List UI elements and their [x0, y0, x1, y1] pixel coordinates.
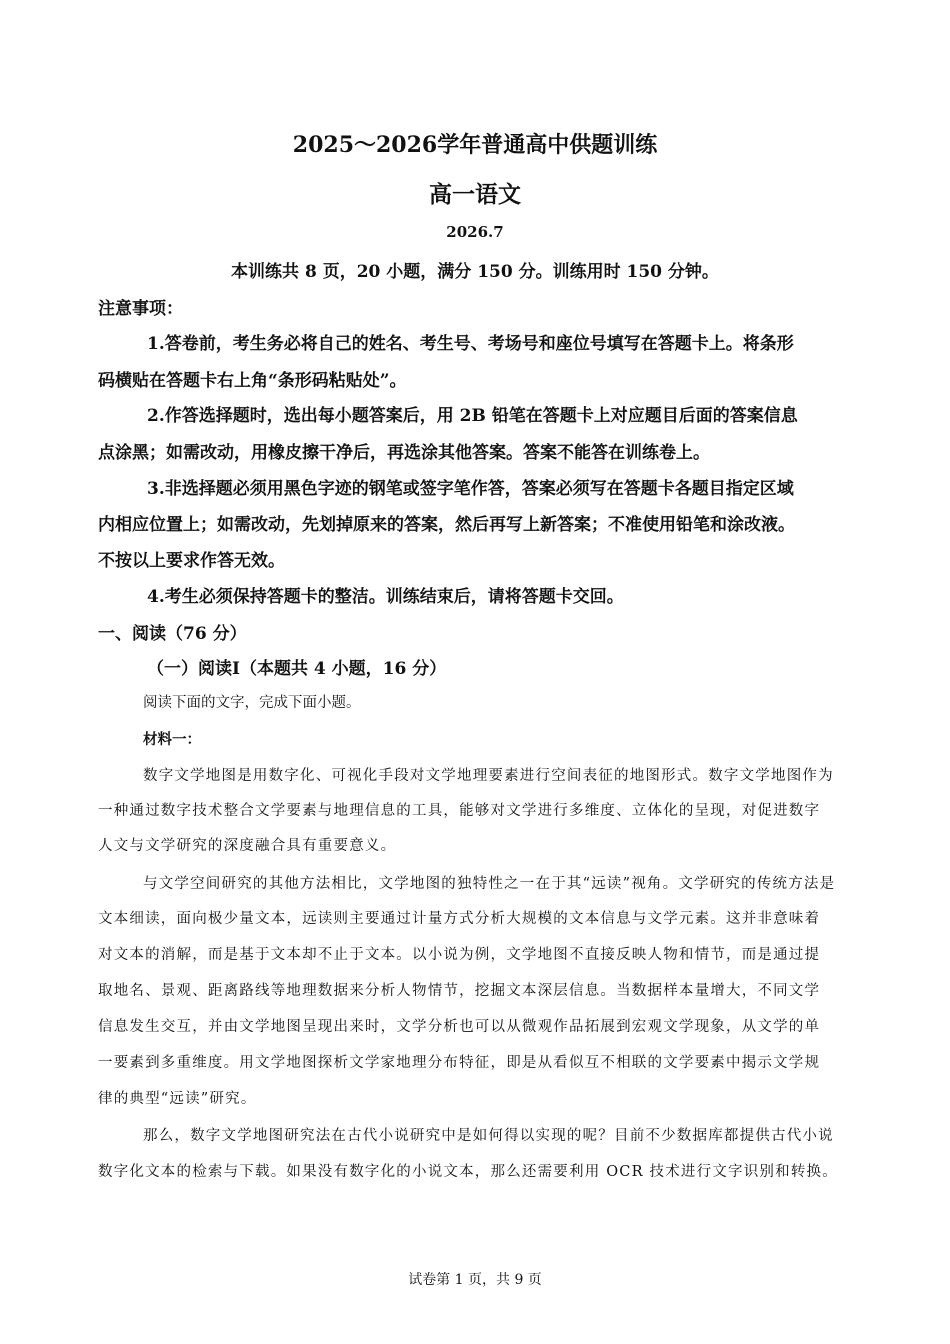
notes-heading: 注意事项：: [98, 299, 183, 319]
note-line: 内相应位置上；如需改动，先划掉原来的答案，然后再写上新答案；不准使用铅笔和涂改液。: [98, 515, 795, 535]
passage-line: 文本细读，面向极少量文本，远读则主要通过计量方式分析大规模的文本信息与文学元素。这并非意味着: [98, 911, 821, 927]
passage-line: 数字文学地图是用数字化、可视化手段对文学地理要素进行空间表征的地图形式。数字文学地图作为: [143, 768, 834, 784]
subsection-heading: （一）阅读I（本题共 4 小题，16 分）: [147, 659, 447, 679]
page-footer: 试卷第 1 页，共 9 页: [408, 1272, 542, 1288]
note-line: 码横贴在答题卡右上角“条形码粘贴处”。: [98, 371, 407, 391]
note-line: 2.作答选择题时，选出每小题答案后，用 2B 铅笔在答题卡上对应题目后面的答案信息: [147, 406, 798, 426]
subject-title: 高一语文: [429, 181, 521, 208]
passage-line: 对文本的消解，而是基于文本却不止于文本。以小说为例，文学地图不直接反映人物和情节，而是通过提: [98, 947, 821, 963]
passage-line: 一种通过数字技术整合文学要素与地理信息的工具，能够对文学进行多维度、立体化的呈现，对促进数字: [98, 803, 821, 819]
reading-instruction: 阅读下面的文字，完成下面小题。: [143, 695, 361, 711]
section-heading: 一、阅读（76 分）: [98, 624, 247, 644]
note-line: 3.非选择题必须用黑色字迹的钢笔或签字笔作答，答案必须写在答题卡各题目指定区域: [147, 479, 794, 499]
passage-line: 信息发生交互，并由文学地图呈现出来时，文学分析也可以从微观作品拓展到宏观文学现象，从文学的单: [98, 1019, 821, 1035]
passage-line: 那么，数字文学地图研究法在古代小说研究中是如何得以实现的呢？目前不少数据库都提供古代小说: [143, 1128, 834, 1144]
passage-line: 人文与文学研究的深度融合具有重要意义。: [98, 838, 397, 854]
exam-title: 2025～2026学年普通高中供题训练: [292, 132, 658, 158]
passage-line: 数字化文本的检索与下载。如果没有数字化的小说文本，那么还需要利用 OCR 技术进行文字识别和转换。: [98, 1164, 838, 1180]
passage-line: 取地名、景观、距离路线等地理数据来分析人物情节，挖掘文本深层信息。当数据样本量增大，不同文学: [98, 983, 821, 999]
passage-line: 律的典型“远读”研究。: [98, 1091, 257, 1107]
passage-line: 与文学空间研究的其他方法相比，文学地图的独特性之一在于其“远读”视角。文学研究的传统方法是: [143, 876, 836, 892]
exam-summary: 本训练共 8 页，20 小题，满分 150 分。训练用时 150 分钟。: [231, 262, 719, 282]
note-line: 4.考生必须保持答题卡的整洁。训练结束后，请将答题卡交回。: [147, 587, 624, 607]
material-label: 材料一：: [143, 731, 201, 748]
note-line: 不按以上要求作答无效。: [98, 551, 285, 571]
passage-line: 一要素到多重维度。用文学地图探析文学家地理分布特征，即是从看似互不相联的文学要素中揭示文学规: [98, 1055, 821, 1071]
exam-date: 2026.7: [446, 223, 504, 241]
note-line: 1.答卷前，考生务必将自己的姓名、考生号、考场号和座位号填写在答题卡上。将条形: [147, 334, 794, 354]
note-line: 点涂黑；如需改动，用橡皮擦干净后，再选涂其他答案。答案不能答在训练卷上。: [98, 443, 710, 463]
